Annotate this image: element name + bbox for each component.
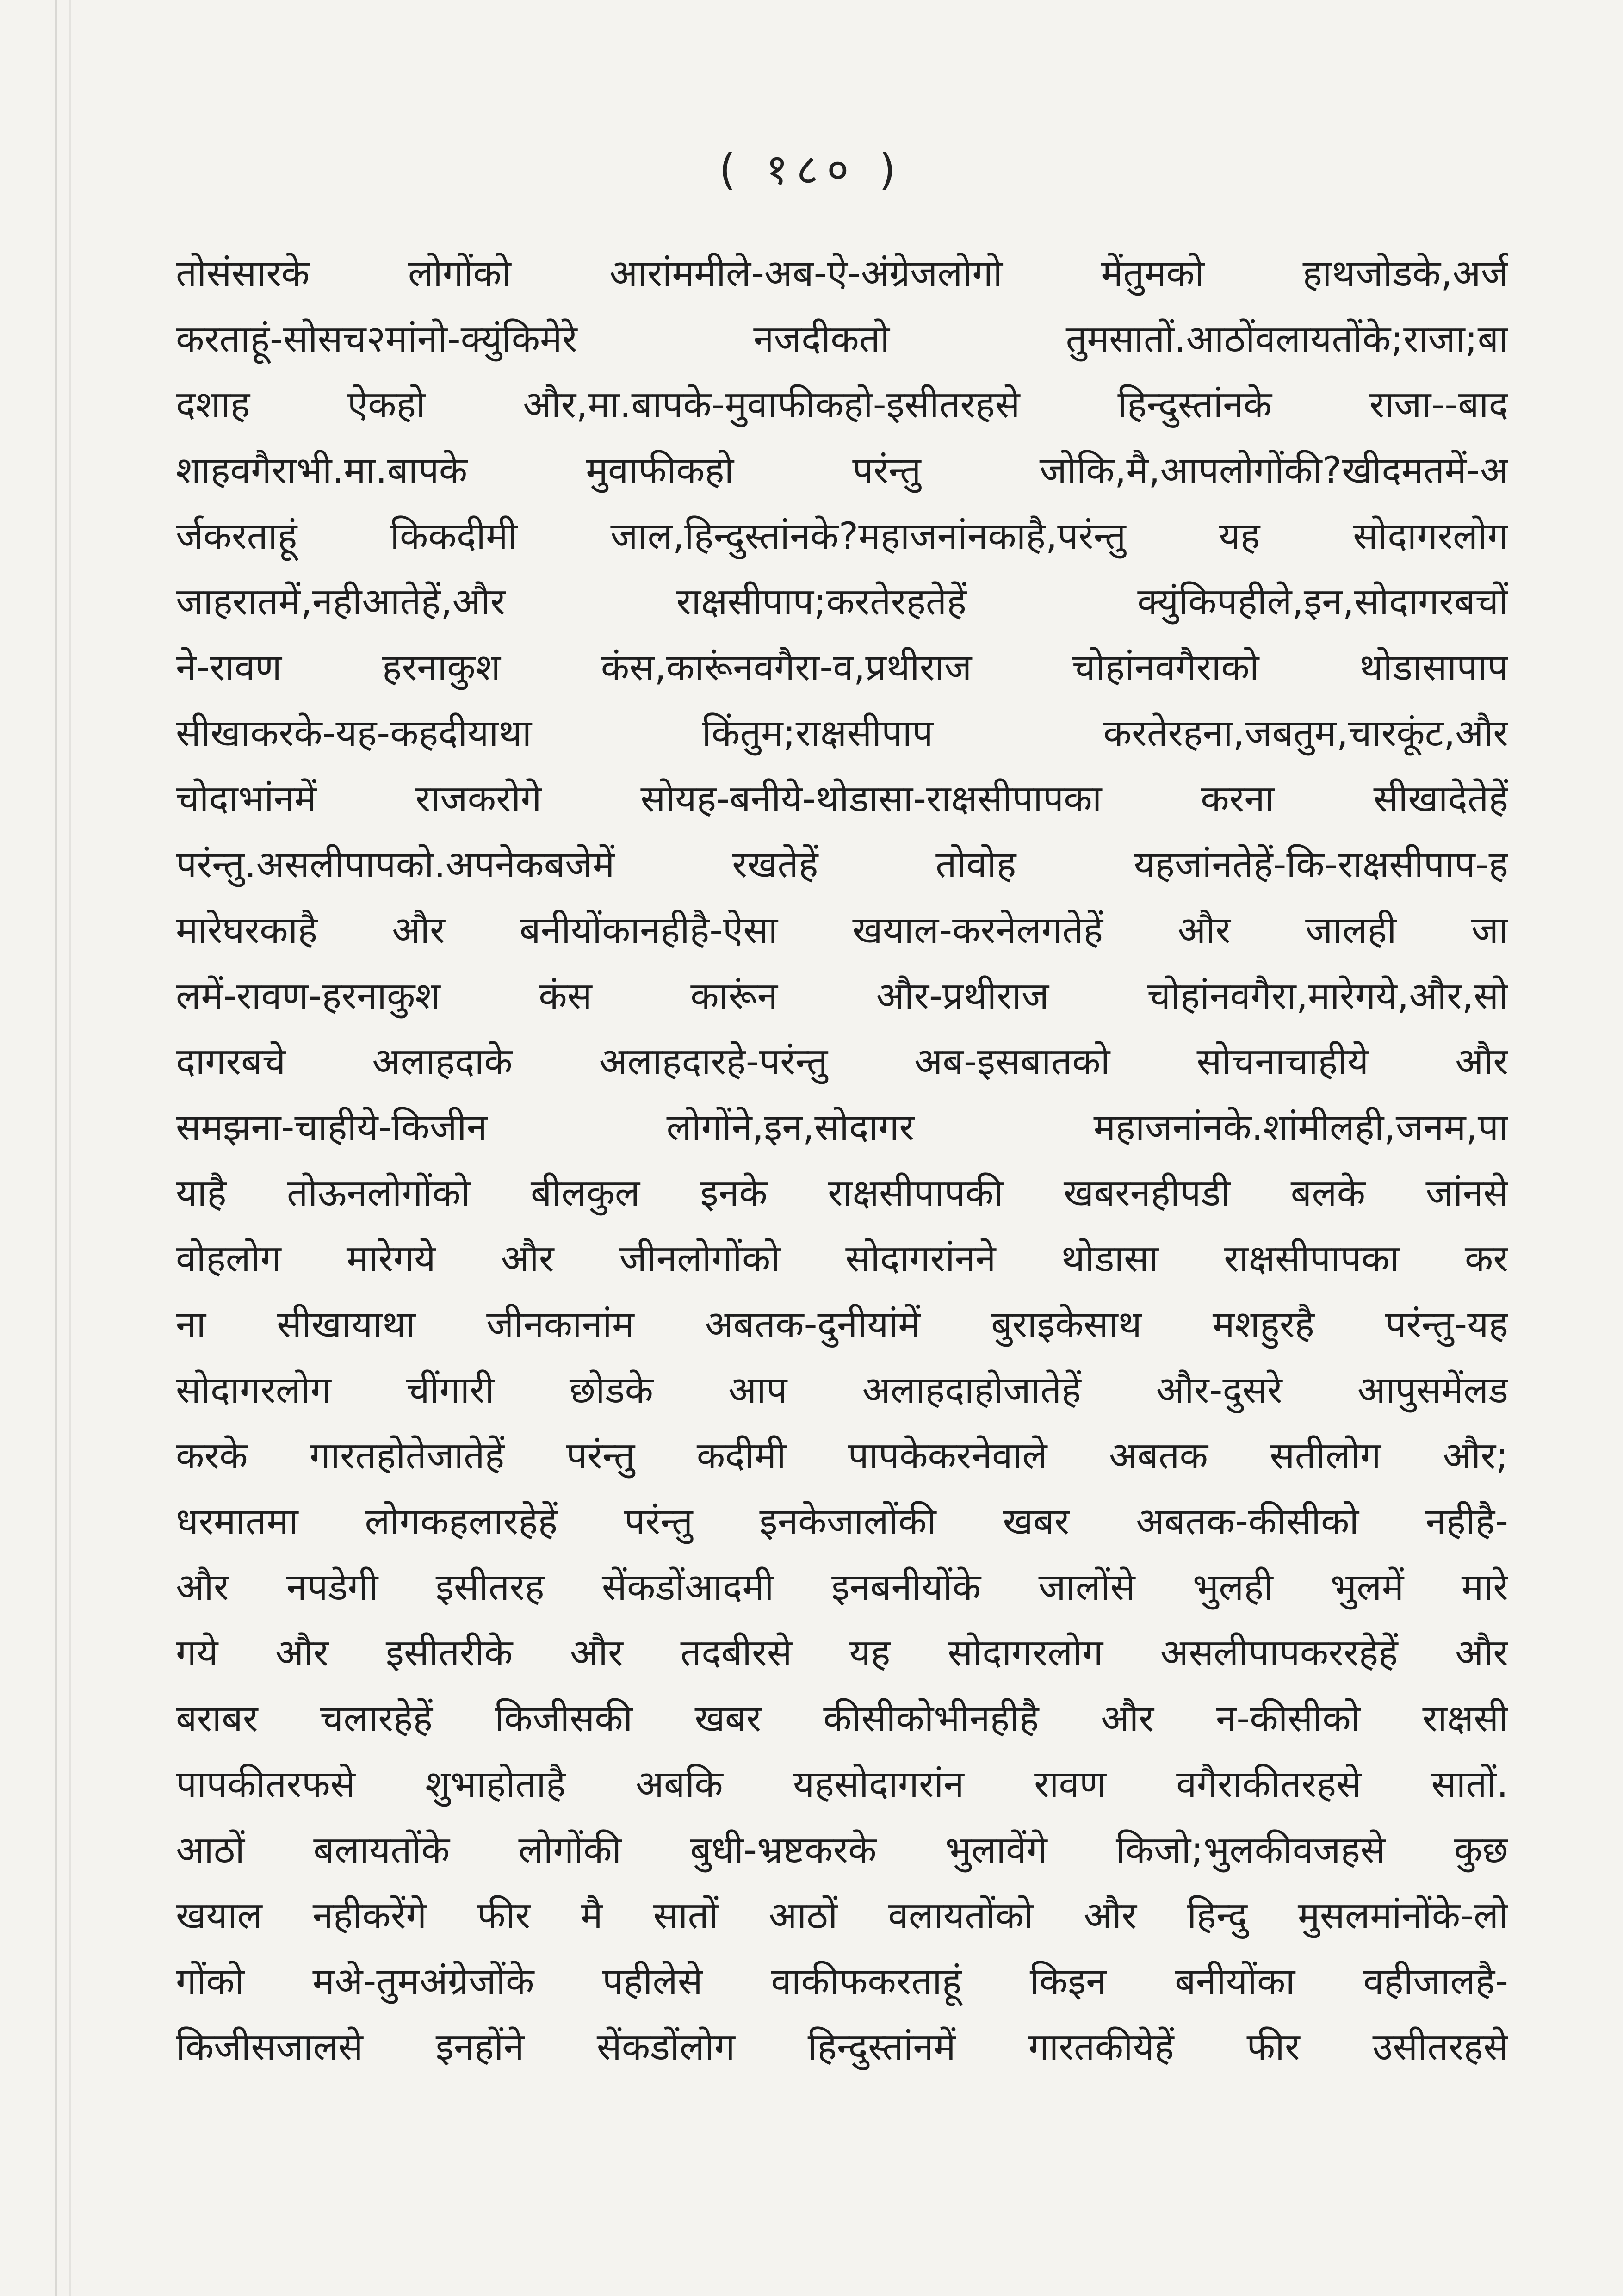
text-line: गये और इसीतरीके और तदबीरसे यह सोदागरलोग असलीपापकररहेहें और bbox=[176, 1631, 1508, 1674]
binding-edge-line bbox=[55, 0, 57, 2296]
text-line: करताहूं-सोसच२मांनो-क्युंकिमेरे नजदीकतो तुमसातों.आठोंवलायतोंके;राजा;बा bbox=[176, 317, 1508, 360]
text-line: आठों बलायतोंके लोगोंकी बुधी-भ्रष्टकरके भुलावेंगे किजो;भुलकीवजहसे कुछ bbox=[176, 1828, 1508, 1871]
text-line: और नपडेगी इसीतरह सेंकडोंआदमी इनबनीयोंके जालोंसे भुलही भुलमें मारे bbox=[176, 1566, 1508, 1609]
text-line: सोदागरलोग चींगारी छोडके आप अलाहदाहोजातेहें और-दुसरे आपुसमेंलड bbox=[176, 1368, 1508, 1411]
text-line: चोदाभांनमें राजकरोगे सोयह-बनीये-थोडासा-राक्षसीपापका करना सीखादेतेहें bbox=[176, 777, 1508, 820]
text-line: दागरबचे अलाहदाके अलाहदारहे-परंन्तु अब-इसबातको सोचनाचाहीये और bbox=[176, 1040, 1508, 1083]
text-line: समझना-चाहीये-किजीन लोगोंने,इन,सोदागर महाजनांनके.शांमीलही,जनम,पा bbox=[176, 1106, 1508, 1149]
text-line: किजीसजालसे इनहोंने सेंकडोंलोग हिन्दुस्तांनमें गारतकीयेहें फीर उसीतरहसे bbox=[176, 2025, 1508, 2068]
text-line: दशाह ऐकहो और,मा.बापके-मुवाफीकहो-इसीतरहसे हिन्दुस्तांनके राजा--बाद bbox=[176, 383, 1508, 426]
text-line: ने-रावण हरनाकुश कंस,कारूंनवगैरा-व,प्रथीराज चोहांनवगैराको थोडासापाप bbox=[176, 646, 1508, 689]
text-line: मारेघरकाहै और बनीयोंकानहीहै-ऐसा खयाल-करनेलगतेहें और जालही जा bbox=[176, 909, 1508, 952]
text-line: करके गारतहोतेजातेहें परंन्तु कदीमी पापकेकरनेवाले अबतक सतीलोग और; bbox=[176, 1434, 1508, 1477]
text-line: ना सीखायाथा जीनकानांम अबतक-दुनीयांमें बुराइकेसाथ मशहुरहै परंन्तु-यह bbox=[176, 1303, 1508, 1346]
text-line: याहै तोऊनलोगोंको बीलकुल इनके राक्षसीपापकी खबरनहीपडी बलके जांनसे bbox=[176, 1171, 1508, 1214]
text-line: परंन्तु.असलीपापको.अपनेकबजेमें रखतेहें तोवोह यहजांनतेहें-कि-राक्षसीपाप-ह bbox=[176, 843, 1508, 886]
text-line: तोसंसारके लोगोंको आरांममीले-अब-ऐ-अंग्रेजलोगो मेंतुमको हाथजोडके,अर्ज bbox=[176, 252, 1508, 295]
text-line: शाहवगैराभी.मा.बापके मुवाफीकहो परंन्तु जोकि,मै,आपलोगोंकी?खीदमतमें-अ bbox=[176, 449, 1508, 492]
text-line: खयाल नहीकरेंगे फीर मै सातों आठों वलायतोंको और हिन्दु मुसलमांनोंके-लो bbox=[176, 1894, 1508, 1937]
text-line: लमें-रावण-हरनाकुश कंस कारूंन और-प्रथीराज चोहांनवगैरा,मारेगये,और,सो bbox=[176, 974, 1508, 1017]
body-text bbox=[176, 241, 1508, 2080]
text-line: धरमातमा लोगकहलारहेहें परंन्तु इनकेजालोंकी खबर अबतक-कीसीको नहीहै- bbox=[176, 1500, 1508, 1543]
text-line: पापकीतरफसे शुभाहोताहै अबकि यहसोदागरांन रावण वगैराकीतरहसे सातों. bbox=[176, 1763, 1508, 1806]
text-line: वोहलोग मारेगये और जीनलोगोंको सोदागरांनने थोडासा राक्षसीपापका कर bbox=[176, 1237, 1508, 1280]
page-number: ( १८० ) bbox=[719, 145, 904, 194]
text-line: र्जकरताहूं किकदीमी जाल,हिन्दुस्तांनके?महाजनांनकाहै,परंन्तु यह सोदागरलोग bbox=[176, 514, 1508, 557]
text-line: बराबर चलारहेहें किजीसकी खबर कीसीकोभीनहीहै और न-कीसीको राक्षसी bbox=[176, 1697, 1508, 1740]
binding-edge-line-inner bbox=[69, 0, 71, 2296]
text-line: गोंको मअे-तुमअंग्रेजोंके पहीलेसे वाकीफकरताहूं किइन बनीयोंका वहीजालहै- bbox=[176, 1960, 1508, 2003]
text-line: जाहरातमें,नहीआतेहें,और राक्षसीपाप;करतेरहतेहें क्युंकिपहीले,इन,सोदागरबचों bbox=[176, 580, 1508, 623]
text-line: सीखाकरके-यह-कहदीयाथा किंतुम;राक्षसीपाप करतेरहना,जबतुम,चारकूंट,और bbox=[176, 712, 1508, 755]
